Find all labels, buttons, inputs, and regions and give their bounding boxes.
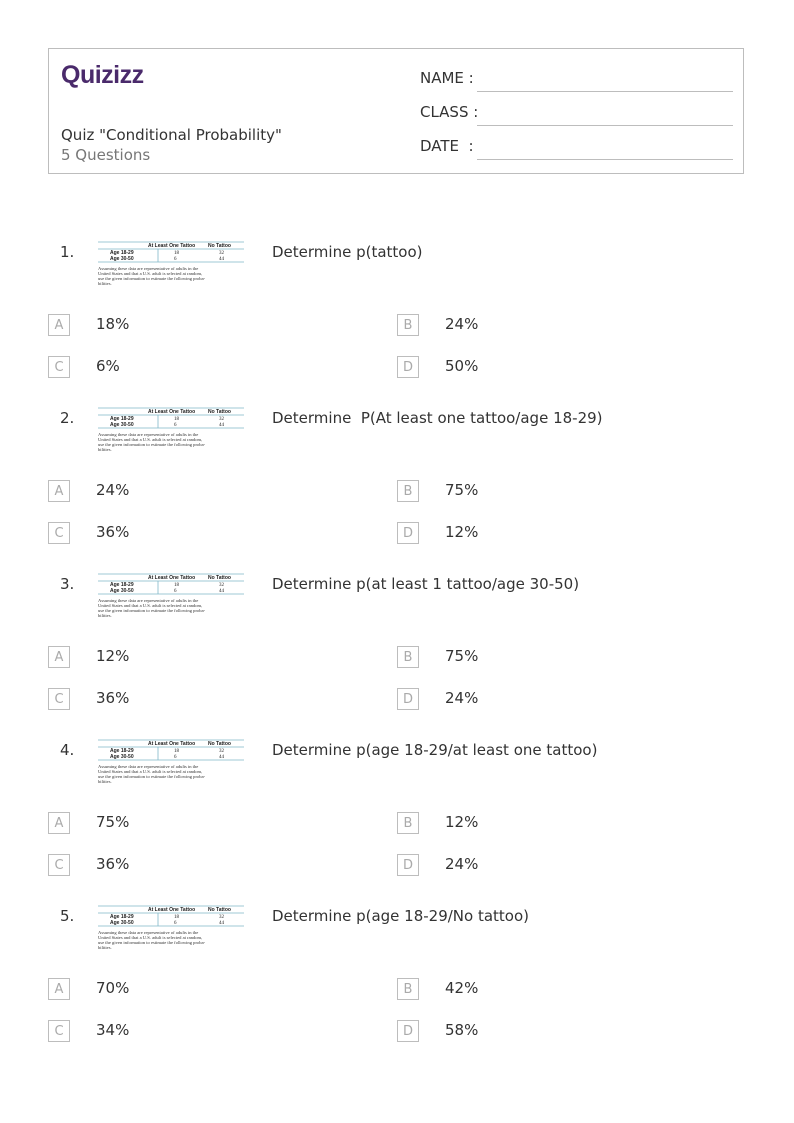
option-text: 36% <box>96 855 130 873</box>
option-letter-box[interactable]: D <box>397 1020 419 1042</box>
answer-option[interactable] <box>48 978 348 1002</box>
table-caption-line: use the given information to estimate the following proba- <box>98 442 206 447</box>
answer-option[interactable] <box>397 978 697 1002</box>
option-letter-box[interactable]: B <box>397 812 419 834</box>
table-cell: 18 <box>174 583 179 588</box>
option-letter-box[interactable]: C <box>48 1020 70 1042</box>
table-cell: 44 <box>219 423 224 428</box>
table-caption-line: Assuming these data are representative of adults in the <box>98 930 199 935</box>
table-caption-line: United States and that a U.S. adult is selected at random, <box>98 437 203 442</box>
question-number: 1. <box>60 243 75 261</box>
question-number: 2. <box>60 409 75 427</box>
table-cell: 6 <box>174 755 177 760</box>
data-table-image <box>96 571 256 623</box>
table-cell: 6 <box>174 257 177 262</box>
table-caption-line: Assuming these data are representative of adults in the <box>98 266 199 271</box>
table-row-label: Age 18-29 <box>110 914 134 920</box>
answer-option[interactable] <box>397 522 697 546</box>
date-line[interactable] <box>477 159 733 160</box>
table-caption-line: use the given information to estimate the following proba- <box>98 608 206 613</box>
table-header-cell: At Least One Tattoo <box>148 409 196 415</box>
option-text: 36% <box>96 689 130 707</box>
answer-option[interactable] <box>397 356 697 380</box>
option-text: 36% <box>96 523 130 541</box>
table-row-label: Age 18-29 <box>110 748 134 754</box>
option-text: 50% <box>445 357 479 375</box>
table-cell: 44 <box>219 589 224 594</box>
table-row-label: Age 18-29 <box>110 582 134 588</box>
table-caption-line: United States and that a U.S. adult is selected at random, <box>98 935 203 940</box>
table-cell: 6 <box>174 589 177 594</box>
option-text: 34% <box>96 1021 130 1039</box>
answer-option[interactable] <box>48 522 348 546</box>
option-text: 12% <box>96 647 130 665</box>
option-text: 75% <box>445 647 479 665</box>
table-caption-line: United States and that a U.S. adult is selected at random, <box>98 603 203 608</box>
table-header-cell: At Least One Tattoo <box>148 741 196 747</box>
option-text: 42% <box>445 979 479 997</box>
question-number: 4. <box>60 741 75 759</box>
table-row-label: Age 30-50 <box>110 588 134 594</box>
table-header-cell: At Least One Tattoo <box>148 575 196 581</box>
option-letter-box[interactable]: A <box>48 646 70 668</box>
question-item <box>48 243 744 393</box>
table-row-label: Age 30-50 <box>110 422 134 428</box>
answer-option[interactable] <box>397 854 697 878</box>
option-letter-box[interactable]: C <box>48 854 70 876</box>
question-text: Determine p(tattoo) <box>272 243 423 261</box>
option-letter-box[interactable]: A <box>48 812 70 834</box>
answer-option[interactable] <box>48 1020 348 1044</box>
table-caption-line: Assuming these data are representative of adults in the <box>98 432 199 437</box>
table-cell: 32 <box>219 915 224 920</box>
question-item <box>48 409 744 559</box>
answer-option[interactable] <box>48 646 348 670</box>
table-header-cell: No Tattoo <box>208 575 231 581</box>
question-number: 3. <box>60 575 75 593</box>
question-text: Determine p(age 18-29/No tattoo) <box>272 907 530 925</box>
date-field[interactable] <box>420 137 733 161</box>
data-table-image <box>96 737 256 789</box>
worksheet-header <box>48 48 744 174</box>
option-letter-box[interactable]: B <box>397 480 419 502</box>
question-item <box>48 741 744 891</box>
answer-option[interactable] <box>48 812 348 836</box>
table-header-cell: At Least One Tattoo <box>148 243 196 249</box>
date-label: DATE : <box>420 137 474 155</box>
class-line[interactable] <box>477 125 733 126</box>
data-table-image <box>96 239 256 291</box>
option-text: 24% <box>445 315 479 333</box>
table-row-label: Age 30-50 <box>110 256 134 262</box>
option-text: 24% <box>445 689 479 707</box>
table-cell: 18 <box>174 417 179 422</box>
answer-option[interactable] <box>397 480 697 504</box>
name-field[interactable] <box>420 69 733 93</box>
table-cell: 18 <box>174 915 179 920</box>
table-caption-line: bilities. <box>98 447 112 452</box>
table-row-label: Age 18-29 <box>110 250 134 256</box>
option-text: 24% <box>445 855 479 873</box>
option-letter-box[interactable]: A <box>48 480 70 502</box>
question-count: 5 Questions <box>61 146 151 164</box>
option-letter-box[interactable]: C <box>48 522 70 544</box>
table-caption-line: bilities. <box>98 281 112 286</box>
table-cell: 32 <box>219 251 224 256</box>
option-text: 75% <box>96 813 130 831</box>
table-header-cell: No Tattoo <box>208 741 231 747</box>
question-text: Determine P(At least one tattoo/age 18-29) <box>272 409 603 427</box>
answer-option[interactable] <box>397 1020 697 1044</box>
answer-option[interactable] <box>397 812 697 836</box>
table-cell: 6 <box>174 423 177 428</box>
table-row-label: Age 30-50 <box>110 754 134 760</box>
answer-option[interactable] <box>397 314 697 338</box>
option-letter-box[interactable]: D <box>397 688 419 710</box>
table-caption-line: use the given information to estimate the following proba- <box>98 276 206 281</box>
answer-option[interactable] <box>48 854 348 878</box>
answer-option[interactable] <box>48 314 348 338</box>
option-text: 18% <box>96 315 130 333</box>
question-text: Determine p(at least 1 tattoo/age 30-50) <box>272 575 580 593</box>
option-letter-box[interactable]: B <box>397 314 419 336</box>
option-letter-box[interactable]: D <box>397 356 419 378</box>
quiz-title: Quiz "Conditional Probability" <box>61 126 282 144</box>
table-cell: 6 <box>174 921 177 926</box>
name-line[interactable] <box>477 91 733 92</box>
table-caption-line: use the given information to estimate the following proba- <box>98 774 206 779</box>
option-letter-box[interactable]: C <box>48 356 70 378</box>
table-header-cell: No Tattoo <box>208 409 231 415</box>
table-caption-line: Assuming these data are representative of adults in the <box>98 764 199 769</box>
option-letter-box[interactable]: A <box>48 978 70 1000</box>
option-letter-box[interactable]: D <box>397 522 419 544</box>
table-caption-line: bilities. <box>98 779 112 784</box>
table-row-label: Age 18-29 <box>110 416 134 422</box>
table-cell: 32 <box>219 417 224 422</box>
name-label: NAME : <box>420 69 474 87</box>
answer-option[interactable] <box>48 480 348 504</box>
option-text: 24% <box>96 481 130 499</box>
question-number: 5. <box>60 907 75 925</box>
option-letter-box[interactable]: D <box>397 854 419 876</box>
option-letter-box[interactable]: A <box>48 314 70 336</box>
option-text: 58% <box>445 1021 479 1039</box>
table-caption-line: bilities. <box>98 945 112 950</box>
data-table-image <box>96 903 256 955</box>
table-header-cell: At Least One Tattoo <box>148 907 196 913</box>
option-letter-box[interactable]: C <box>48 688 70 710</box>
data-table-image <box>96 405 256 457</box>
class-label: CLASS : <box>420 103 479 121</box>
table-caption-line: bilities. <box>98 613 112 618</box>
answer-option[interactable] <box>397 646 697 670</box>
table-cell: 32 <box>219 583 224 588</box>
table-row-label: Age 30-50 <box>110 920 134 926</box>
class-field[interactable] <box>420 103 733 127</box>
option-text: 70% <box>96 979 130 997</box>
table-cell: 18 <box>174 749 179 754</box>
option-text: 6% <box>96 357 120 375</box>
option-letter-box[interactable]: B <box>397 646 419 668</box>
table-cell: 32 <box>219 749 224 754</box>
question-text: Determine p(age 18-29/at least one tattoo) <box>272 741 598 759</box>
option-letter-box[interactable]: B <box>397 978 419 1000</box>
table-header-cell: No Tattoo <box>208 243 231 249</box>
question-item <box>48 575 744 725</box>
table-cell: 44 <box>219 921 224 926</box>
option-text: 12% <box>445 813 479 831</box>
answer-option[interactable] <box>48 356 348 380</box>
quizizz-logo: Quizizz <box>61 61 144 89</box>
table-caption-line: United States and that a U.S. adult is selected at random, <box>98 769 203 774</box>
table-header-cell: No Tattoo <box>208 907 231 913</box>
option-text: 75% <box>445 481 479 499</box>
table-caption-line: use the given information to estimate the following proba- <box>98 940 206 945</box>
table-caption-line: Assuming these data are representative of adults in the <box>98 598 199 603</box>
table-cell: 44 <box>219 257 224 262</box>
table-caption-line: United States and that a U.S. adult is selected at random, <box>98 271 203 276</box>
table-cell: 44 <box>219 755 224 760</box>
answer-option[interactable] <box>397 688 697 712</box>
option-text: 12% <box>445 523 479 541</box>
question-item <box>48 907 744 1057</box>
answer-option[interactable] <box>48 688 348 712</box>
table-cell: 18 <box>174 251 179 256</box>
